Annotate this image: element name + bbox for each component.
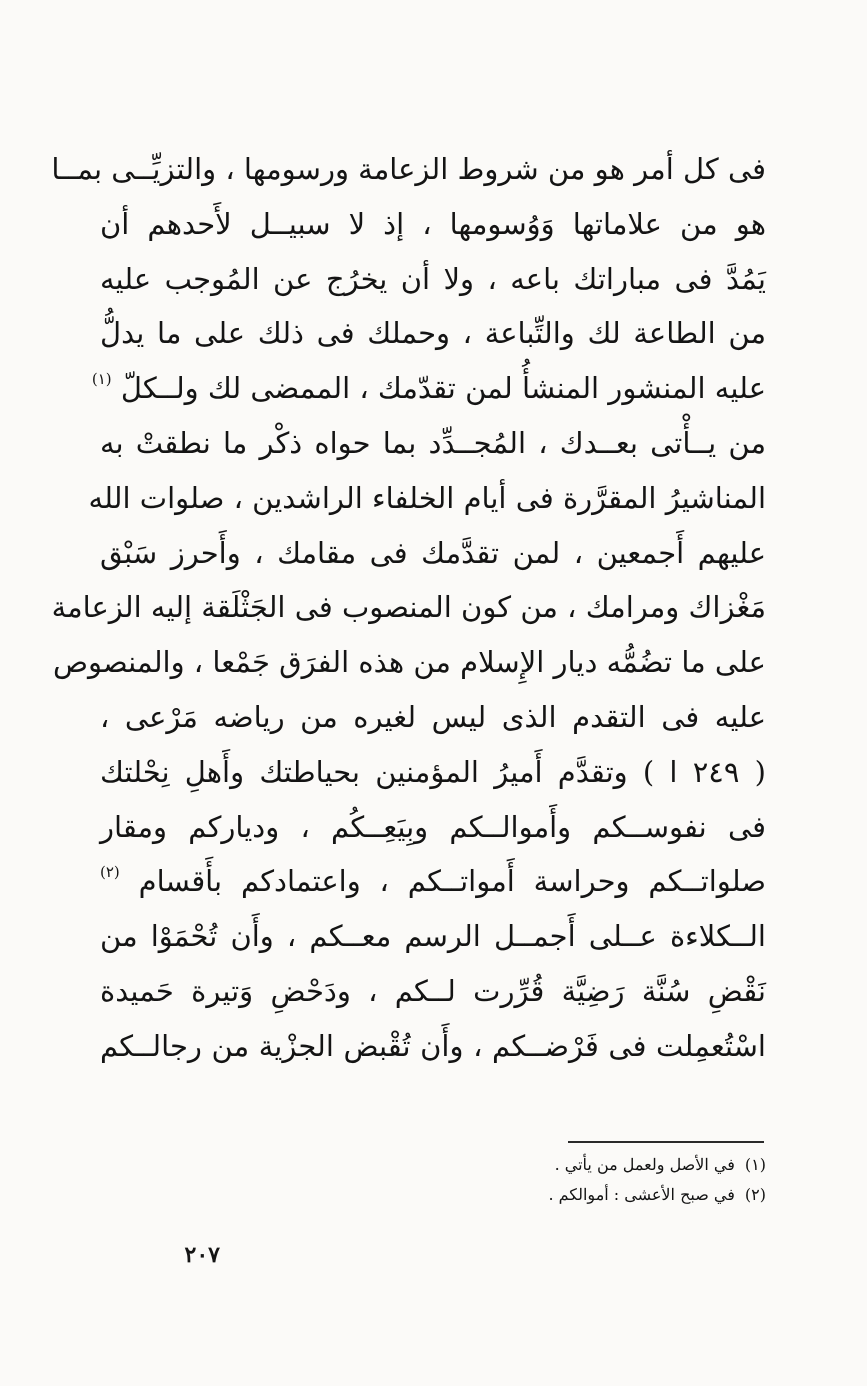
- footnote-number: (١): [744, 1155, 766, 1174]
- text-line: الــكلاءة عــلى أَجمــل الرسم معــكم ، وأَن تُحْمَوْا من: [100, 919, 766, 954]
- text-line: صلواتــكم وحراسة أَمواتــكم ، واعتمادكم بأَقسام $^{(٢)}$: [100, 863, 767, 899]
- text-line: من يــأْتى بعــدك ، المُجــدِّد بما حواه ذكْر ما نطقتْ به: [100, 425, 766, 460]
- page-number: ٢٠٧: [184, 1242, 220, 1268]
- text-line: عليهم أَجمعين ، لمن تقدَّمك فى مقامك ، وأَحرز سَبْق: [100, 535, 766, 570]
- footnote-2: [300, 1180, 766, 1210]
- text-line: هو من علاماتها وَوُسومها ، إذ لا سبيــل لأَحدهم أن: [100, 206, 766, 241]
- text-line: من الطاعة لك والتِّباعة ، وحملك فى ذلك على ما يدلُّ: [100, 316, 767, 351]
- footnote-number: (٢): [744, 1185, 766, 1204]
- footnote-marker-2[interactable]: (٢): [100, 863, 120, 882]
- footnote-divider: [568, 1141, 764, 1143]
- footnote-marker-1[interactable]: (١): [91, 370, 112, 389]
- footnote-text: في الأصل ولعمل من يأتي .: [554, 1155, 735, 1174]
- text-line: فى نفوســكم وأَموالــكم وبِيَعِــكُم ، وديارکم ومقار: [100, 809, 766, 844]
- text-line: نَقْضِ سُنَّة رَضِيَّة قُرِّرت لــكم ، ودَحْضِ وَتيرة حَميدة: [100, 973, 766, 1008]
- text-line: اسْتُعمِلت فى فَرْضــكم ، وأَن تُقْبض الجزْية من رجالــكم: [100, 1028, 766, 1063]
- main-text: [51, 142, 767, 1074]
- text-line: على ما تضُمُّه ديار الإِسلام من هذه الفرَق جَمْعا ، والمنصوص: [52, 645, 766, 680]
- text-line: عليه فى التقدم الذى ليس لغيره من رياضه مَرْعى ،: [100, 699, 766, 734]
- text-line: عليه المنشور المنشأُ لمن تقدّمك ، الممضى لك ولــكلّ $^{(١)}$: [91, 370, 766, 406]
- text-line: يَمُدَّ فى مباراتك باعه ، ولا أن يخرُج عن المُوجب عليه: [100, 261, 766, 296]
- text-line: المناشيرُ المقرَّرة فى أيام الخلفاء الراشدين ، صلوات الله: [88, 480, 766, 515]
- footnote-1: [300, 1150, 766, 1180]
- text-line: ( ٢٤٩ ا ) وتقدَّم أَميرُ المؤمنين بحياطتك وأَهلِ نِحْلتك: [100, 754, 766, 789]
- footnote-text: في صبح الأعشى : أموالكم .: [548, 1185, 735, 1204]
- text-line: مَغْزاك ومرامك ، من كون المنصوب فى الجَثْلَقة إليه الزعامة: [51, 590, 766, 625]
- text-line: فى كل أمر هو من شروط الزعامة ورسومها ، والتزيِّــى بمــا: [51, 152, 766, 186]
- footnotes: [300, 1150, 766, 1210]
